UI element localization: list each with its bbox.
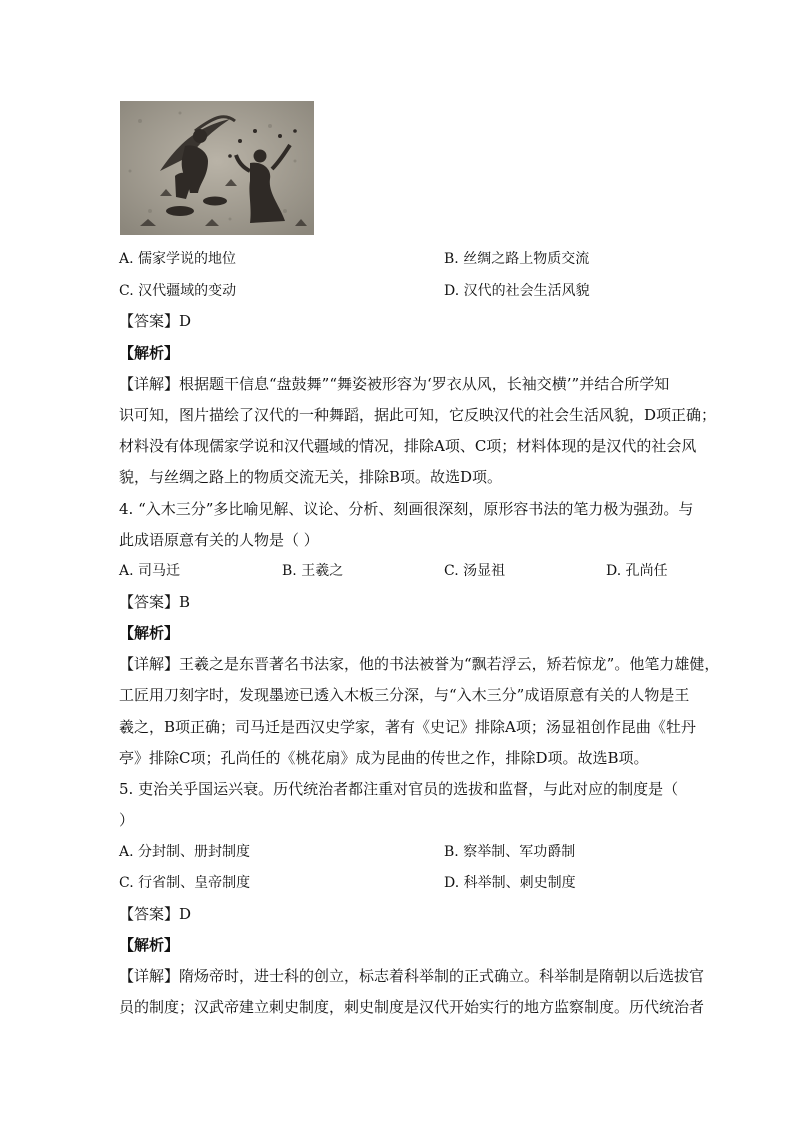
- q3-detail-line-2: 识可知，图片描绘了汉代的一种舞蹈，据此可知，它反映汉代的社会生活风貌，D项正确；: [119, 406, 717, 424]
- q4-answer: 【答案】B: [119, 593, 191, 611]
- q3-option-b: B. 丝绸之路上物质交流: [444, 251, 590, 267]
- q4-option-d: D. 孔尚任: [606, 563, 668, 579]
- q5-analysis-label: 【解析】: [119, 936, 180, 954]
- q3-option-d: D. 汉代的社会生活风貌: [444, 283, 590, 299]
- q5-stem-line-2: ）: [119, 811, 135, 829]
- q5-detail-line-1: 【详解】隋炀帝时，进士科的创立，标志着科举制的正式确立。科举制是隋朝以后选拔官: [119, 967, 705, 985]
- q4-analysis-label: 【解析】: [119, 624, 180, 642]
- han-dance-relief-image: [120, 101, 314, 235]
- q4-detail-line-2: 工匠用刀刻字时，发现墨迹已透入木板三分深，与“入木三分”成语原意有关的人物是王: [119, 686, 690, 704]
- q5-option-b: B. 察举制、军功爵制: [444, 844, 576, 860]
- q3-answer: 【答案】D: [119, 312, 192, 330]
- q5-option-d: D. 科举制、刺史制度: [444, 875, 576, 891]
- q3-option-c: C. 汉代疆域的变动: [119, 283, 237, 299]
- q5-option-c: C. 行省制、皇帝制度: [119, 875, 251, 891]
- q3-detail-line-1: 【详解】根据题干信息“盘鼓舞”“舞姿被形容为‘罗衣从风，长袖交横’”并结合所学知: [119, 375, 670, 393]
- q3-detail-line-3: 材料没有体现儒家学说和汉代疆域的情况，排除A项、C项；材料体现的是汉代的社会风: [119, 437, 697, 455]
- q3-analysis-label: 【解析】: [119, 344, 180, 362]
- q3-option-a: A. 儒家学说的地位: [119, 251, 237, 267]
- relief-illustration: [120, 101, 314, 235]
- q4-option-b: B. 王羲之: [282, 563, 344, 579]
- q4-detail-line-4: 亭》排除C项；孔尚任的《桃花扇》成为昆曲的传世之作，排除D项。故选B项。: [119, 749, 649, 767]
- q4-option-a: A. 司马迁: [119, 563, 181, 579]
- q5-stem-line-1: 5. 吏治关乎国运兴衰。历代统治者都注重对官员的选拔和监督，与此对应的制度是（: [119, 780, 679, 798]
- q4-stem-line-2: 此成语原意有关的人物是（ ）: [119, 531, 319, 549]
- q4-detail-line-3: 羲之，B项正确；司马迁是西汉史学家，著有《史记》排除A项；汤显祖创作昆曲《牡丹: [119, 718, 696, 736]
- q4-option-c: C. 汤显祖: [444, 563, 506, 579]
- q5-answer: 【答案】D: [119, 905, 192, 923]
- q4-stem-line-1: 4. “入木三分”多比喻见解、议论、分析、刻画很深刻，原形容书法的笔力极为强劲。与: [119, 500, 694, 518]
- q4-detail-line-1: 【详解】王羲之是东晋著名书法家，他的书法被誉为“飘若浮云，矫若惊龙”。他笔力雄健，: [119, 655, 720, 673]
- q5-option-a: A. 分封制、册封制度: [119, 844, 251, 860]
- q5-detail-line-2: 员的制度；汉武帝建立刺史制度，刺史制度是汉代开始实行的地方监察制度。历代统治者: [119, 998, 705, 1016]
- q3-detail-line-4: 貌，与丝绸之路上的物质交流无关，排除B项。故选D项。: [119, 468, 503, 486]
